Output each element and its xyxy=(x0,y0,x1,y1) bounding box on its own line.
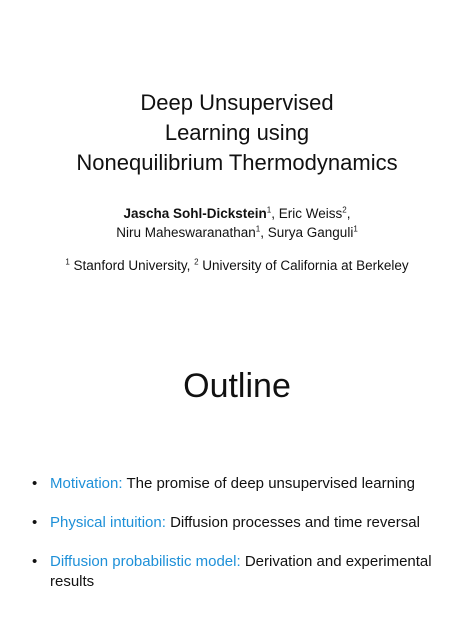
title-line-1: Deep Unsupervised xyxy=(140,90,334,115)
bullet-icon: • xyxy=(32,475,38,492)
author-main: Jascha Sohl-Dickstein xyxy=(123,206,267,221)
author-4: Surya Ganguli xyxy=(267,225,354,240)
slide-separator xyxy=(0,300,474,340)
author-3-affiliation-mark: 1 xyxy=(255,224,261,234)
author-row-2 xyxy=(0,223,474,242)
author-separator: , xyxy=(260,225,268,240)
list-item xyxy=(30,513,450,533)
bullet-icon: • xyxy=(32,553,38,570)
author-4-affiliation-mark: 1 xyxy=(353,224,358,234)
author-separator: , xyxy=(271,206,279,221)
title-line-2: Learning using xyxy=(164,120,310,145)
author-row-1 xyxy=(0,204,474,223)
list-item-label: Motivation: xyxy=(50,475,123,492)
title-line-3: Nonequilibrium Thermodynamics xyxy=(76,150,398,175)
affiliation-mark-1: 1 xyxy=(65,257,70,267)
list-item-text: The promise of deep unsupervised learning xyxy=(122,475,415,492)
outline-list xyxy=(30,474,450,611)
author-separator: , xyxy=(346,206,351,221)
author-2-affiliation-mark: 2 xyxy=(342,205,347,215)
list-item-text: Derivation and experimental results xyxy=(50,553,432,590)
affiliations xyxy=(0,257,474,275)
outline-heading: Outline xyxy=(183,367,291,405)
author-main-affiliation-mark: 1 xyxy=(266,205,272,215)
list-item-text: Diffusion processes and time reversal xyxy=(165,514,420,531)
bullet-icon: • xyxy=(32,514,38,531)
list-item xyxy=(30,552,450,592)
affiliation-2: University of California at Berkeley xyxy=(198,258,409,273)
author-list xyxy=(0,204,474,242)
affiliation-mark-2: 2 xyxy=(194,257,199,267)
list-item-label: Diffusion probabilistic model: xyxy=(50,553,241,570)
paper-title xyxy=(0,88,474,178)
author-3: Niru Maheswaranathan xyxy=(116,225,256,240)
affiliation-1: Stanford University, xyxy=(69,258,195,273)
author-2: Eric Weiss xyxy=(278,206,343,221)
list-item-label: Physical intuition: xyxy=(50,514,166,531)
list-item xyxy=(30,474,450,494)
